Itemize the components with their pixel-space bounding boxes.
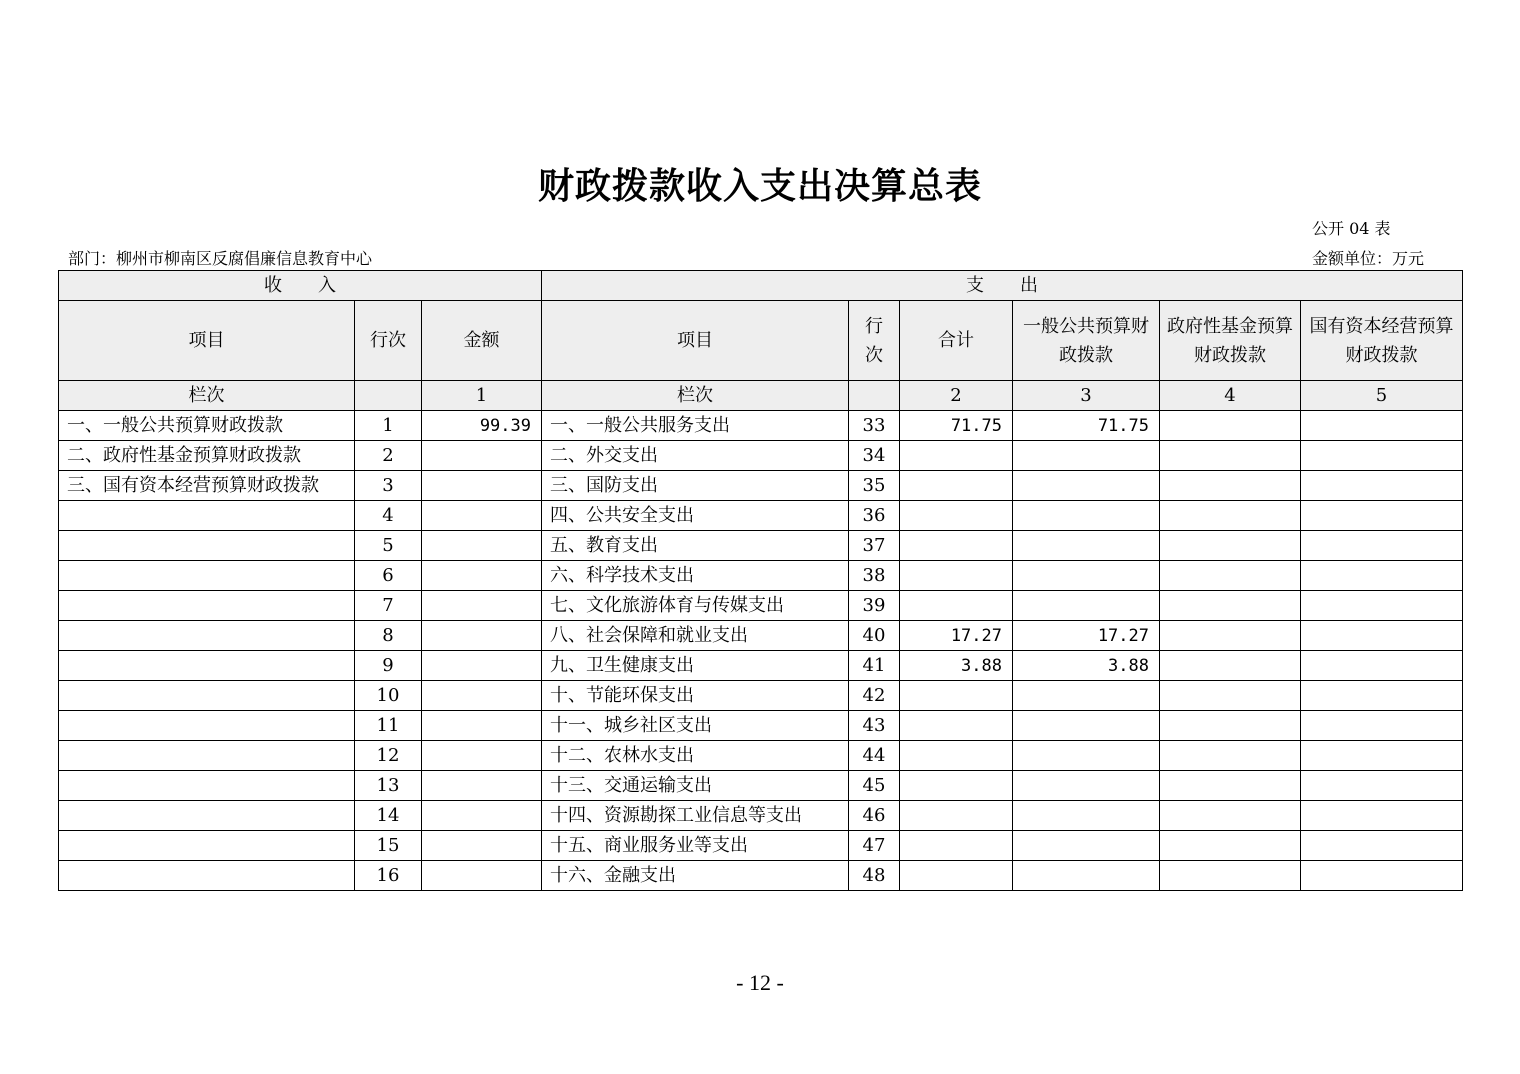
gov-fund-cell (1160, 471, 1301, 501)
expense-item-cell: 二、外交支出 (542, 441, 849, 471)
state-capital-header: 国有资本经营预算财政拨款 (1301, 301, 1463, 381)
expense-total-cell (900, 471, 1013, 501)
gov-fund-cell (1160, 741, 1301, 771)
unit-label: 金额单位：万元 (1312, 249, 1425, 268)
table-row (59, 441, 1463, 471)
gov-fund-header: 政府性基金预算财政拨款 (1160, 301, 1301, 381)
income-item-cell (59, 621, 355, 651)
state-capital-cell (1301, 831, 1463, 861)
state-capital-cell (1301, 681, 1463, 711)
expense-item-cell: 十、节能环保支出 (542, 681, 849, 711)
column-index-cell (355, 381, 422, 411)
state-capital-cell (1301, 531, 1463, 561)
expense-total-cell (900, 861, 1013, 891)
state-capital-cell (1301, 741, 1463, 771)
general-budget-cell (1013, 591, 1160, 621)
column-index-row (59, 381, 1463, 411)
expense-item-cell: 十六、金融支出 (542, 861, 849, 891)
expense-line-cell: 45 (849, 771, 900, 801)
table-row (59, 771, 1463, 801)
state-capital-cell (1301, 501, 1463, 531)
expense-total-cell (900, 531, 1013, 561)
expense-line-cell: 40 (849, 621, 900, 651)
general-budget-header: 一般公共预算财政拨款 (1013, 301, 1160, 381)
form-number: 公开 04 表 (1312, 219, 1391, 238)
expense-item-cell: 一、一般公共服务支出 (542, 411, 849, 441)
table-row (59, 741, 1463, 771)
income-line-cell: 3 (355, 471, 422, 501)
general-budget-cell (1013, 801, 1160, 831)
expense-total-cell (900, 831, 1013, 861)
general-budget-cell (1013, 561, 1160, 591)
state-capital-cell (1301, 441, 1463, 471)
state-capital-cell (1301, 621, 1463, 651)
gov-fund-cell (1160, 411, 1301, 441)
general-budget-cell: 71.75 (1013, 411, 1160, 441)
expense-item-cell: 十四、资源勘探工业信息等支出 (542, 801, 849, 831)
income-line-cell: 8 (355, 621, 422, 651)
table-row (59, 411, 1463, 441)
expense-total-cell: 17.27 (900, 621, 1013, 651)
general-budget-cell (1013, 741, 1160, 771)
gov-fund-cell (1160, 861, 1301, 891)
income-amount-cell (422, 801, 542, 831)
income-line-cell: 4 (355, 501, 422, 531)
gov-fund-cell (1160, 801, 1301, 831)
gov-fund-cell (1160, 501, 1301, 531)
expense-line-cell: 46 (849, 801, 900, 831)
expense-line-cell: 36 (849, 501, 900, 531)
income-line-cell: 2 (355, 441, 422, 471)
expense-total-cell (900, 681, 1013, 711)
income-item-cell: 二、政府性基金预算财政拨款 (59, 441, 355, 471)
expense-line-cell: 41 (849, 651, 900, 681)
table-row (59, 651, 1463, 681)
general-budget-cell (1013, 501, 1160, 531)
state-capital-cell (1301, 471, 1463, 501)
general-budget-cell (1013, 771, 1160, 801)
state-capital-cell (1301, 651, 1463, 681)
income-line-cell: 9 (355, 651, 422, 681)
income-amount-cell (422, 471, 542, 501)
general-budget-cell (1013, 711, 1160, 741)
column-index-label: 栏次 (59, 381, 355, 411)
expense-section-header: 支 出 (542, 271, 1463, 301)
income-amount-cell (422, 651, 542, 681)
income-line-cell: 5 (355, 531, 422, 561)
expense-total-cell (900, 801, 1013, 831)
expense-total-cell (900, 561, 1013, 591)
income-amount-cell (422, 561, 542, 591)
column-index-cell: 1 (422, 381, 542, 411)
column-index-cell (849, 381, 900, 411)
expense-item-cell: 十一、城乡社区支出 (542, 711, 849, 741)
general-budget-cell: 17.27 (1013, 621, 1160, 651)
income-section-header: 收 入 (59, 271, 542, 301)
expense-line-cell: 39 (849, 591, 900, 621)
income-line-cell: 11 (355, 711, 422, 741)
table-row (59, 561, 1463, 591)
income-item-cell (59, 531, 355, 561)
expense-line-cell: 37 (849, 531, 900, 561)
income-item-cell (59, 741, 355, 771)
general-budget-cell (1013, 681, 1160, 711)
general-budget-cell (1013, 531, 1160, 561)
page-number: - 12 - (736, 970, 784, 995)
gov-fund-cell (1160, 441, 1301, 471)
table-row (59, 831, 1463, 861)
department-label: 部门：柳州市柳南区反腐倡廉信息教育中心 (68, 249, 373, 268)
expense-line-cell: 47 (849, 831, 900, 861)
general-budget-cell (1013, 471, 1160, 501)
gov-fund-cell (1160, 591, 1301, 621)
gov-fund-cell (1160, 711, 1301, 741)
table-body (59, 411, 1463, 891)
gov-fund-cell (1160, 561, 1301, 591)
income-item-cell: 一、一般公共预算财政拨款 (59, 411, 355, 441)
income-amount-cell (422, 681, 542, 711)
income-item-cell (59, 681, 355, 711)
income-amount-cell (422, 771, 542, 801)
expense-item-cell: 八、社会保障和就业支出 (542, 621, 849, 651)
income-item-cell (59, 801, 355, 831)
income-amount-cell (422, 621, 542, 651)
expense-line-cell: 35 (849, 471, 900, 501)
expense-line-cell: 42 (849, 681, 900, 711)
income-item-cell (59, 831, 355, 861)
state-capital-cell (1301, 411, 1463, 441)
table-row (59, 711, 1463, 741)
table-row (59, 801, 1463, 831)
expense-item-cell: 四、公共安全支出 (542, 501, 849, 531)
income-line-cell: 6 (355, 561, 422, 591)
gov-fund-cell (1160, 531, 1301, 561)
income-item-cell (59, 711, 355, 741)
expense-line-header: 行次 (849, 301, 900, 381)
appropriation-summary-table (58, 270, 1463, 891)
income-line-cell: 7 (355, 591, 422, 621)
table-row (59, 531, 1463, 561)
income-line-cell: 12 (355, 741, 422, 771)
table-row (59, 681, 1463, 711)
income-item-cell (59, 651, 355, 681)
state-capital-cell (1301, 591, 1463, 621)
income-amount-cell (422, 861, 542, 891)
state-capital-cell (1301, 561, 1463, 591)
expense-total-cell (900, 711, 1013, 741)
expense-total-cell (900, 441, 1013, 471)
expense-total-cell: 3.88 (900, 651, 1013, 681)
expense-total-header: 合计 (900, 301, 1013, 381)
expense-line-cell: 34 (849, 441, 900, 471)
income-item-cell: 三、国有资本经营预算财政拨款 (59, 471, 355, 501)
table-row (59, 621, 1463, 651)
column-index-cell: 3 (1013, 381, 1160, 411)
expense-item-cell: 九、卫生健康支出 (542, 651, 849, 681)
table-row (59, 861, 1463, 891)
expense-line-cell: 38 (849, 561, 900, 591)
gov-fund-cell (1160, 621, 1301, 651)
income-amount-cell (422, 441, 542, 471)
table-row (59, 471, 1463, 501)
page-title: 财政拨款收入支出决算总表 (537, 165, 982, 207)
column-index-cell: 5 (1301, 381, 1463, 411)
income-amount-cell (422, 591, 542, 621)
state-capital-cell (1301, 711, 1463, 741)
income-item-header: 项目 (59, 301, 355, 381)
table-row (59, 591, 1463, 621)
general-budget-cell (1013, 861, 1160, 891)
state-capital-cell (1301, 771, 1463, 801)
income-line-cell: 16 (355, 861, 422, 891)
income-line-cell: 1 (355, 411, 422, 441)
gov-fund-cell (1160, 771, 1301, 801)
expense-item-cell: 七、文化旅游体育与传媒支出 (542, 591, 849, 621)
expense-line-cell: 44 (849, 741, 900, 771)
expense-item-cell: 六、科学技术支出 (542, 561, 849, 591)
income-line-header: 行次 (355, 301, 422, 381)
expense-item-cell: 十二、农林水支出 (542, 741, 849, 771)
general-budget-cell: 3.88 (1013, 651, 1160, 681)
state-capital-cell (1301, 861, 1463, 891)
expense-item-cell: 五、教育支出 (542, 531, 849, 561)
gov-fund-cell (1160, 681, 1301, 711)
expense-total-cell (900, 741, 1013, 771)
income-item-cell (59, 591, 355, 621)
expense-line-cell: 33 (849, 411, 900, 441)
expense-line-cell: 43 (849, 711, 900, 741)
expense-item-header: 项目 (542, 301, 849, 381)
income-amount-cell: 99.39 (422, 411, 542, 441)
expense-line-cell: 48 (849, 861, 900, 891)
expense-item-cell: 三、国防支出 (542, 471, 849, 501)
expense-total-cell (900, 771, 1013, 801)
gov-fund-cell (1160, 831, 1301, 861)
expense-total-cell (900, 501, 1013, 531)
table-row (59, 501, 1463, 531)
income-amount-cell (422, 531, 542, 561)
expense-item-cell: 十三、交通运输支出 (542, 771, 849, 801)
income-item-cell (59, 561, 355, 591)
expense-total-cell (900, 591, 1013, 621)
general-budget-cell (1013, 831, 1160, 861)
income-amount-cell (422, 741, 542, 771)
expense-total-cell: 71.75 (900, 411, 1013, 441)
income-amount-header: 金额 (422, 301, 542, 381)
income-line-cell: 14 (355, 801, 422, 831)
state-capital-cell (1301, 801, 1463, 831)
expense-item-cell: 十五、商业服务业等支出 (542, 831, 849, 861)
income-item-cell (59, 771, 355, 801)
income-line-cell: 15 (355, 831, 422, 861)
income-item-cell (59, 501, 355, 531)
income-line-cell: 13 (355, 771, 422, 801)
income-item-cell (59, 861, 355, 891)
column-index-label: 栏次 (542, 381, 849, 411)
column-index-cell: 4 (1160, 381, 1301, 411)
income-amount-cell (422, 831, 542, 861)
general-budget-cell (1013, 441, 1160, 471)
income-amount-cell (422, 501, 542, 531)
gov-fund-cell (1160, 651, 1301, 681)
column-index-cell: 2 (900, 381, 1013, 411)
income-amount-cell (422, 711, 542, 741)
income-line-cell: 10 (355, 681, 422, 711)
